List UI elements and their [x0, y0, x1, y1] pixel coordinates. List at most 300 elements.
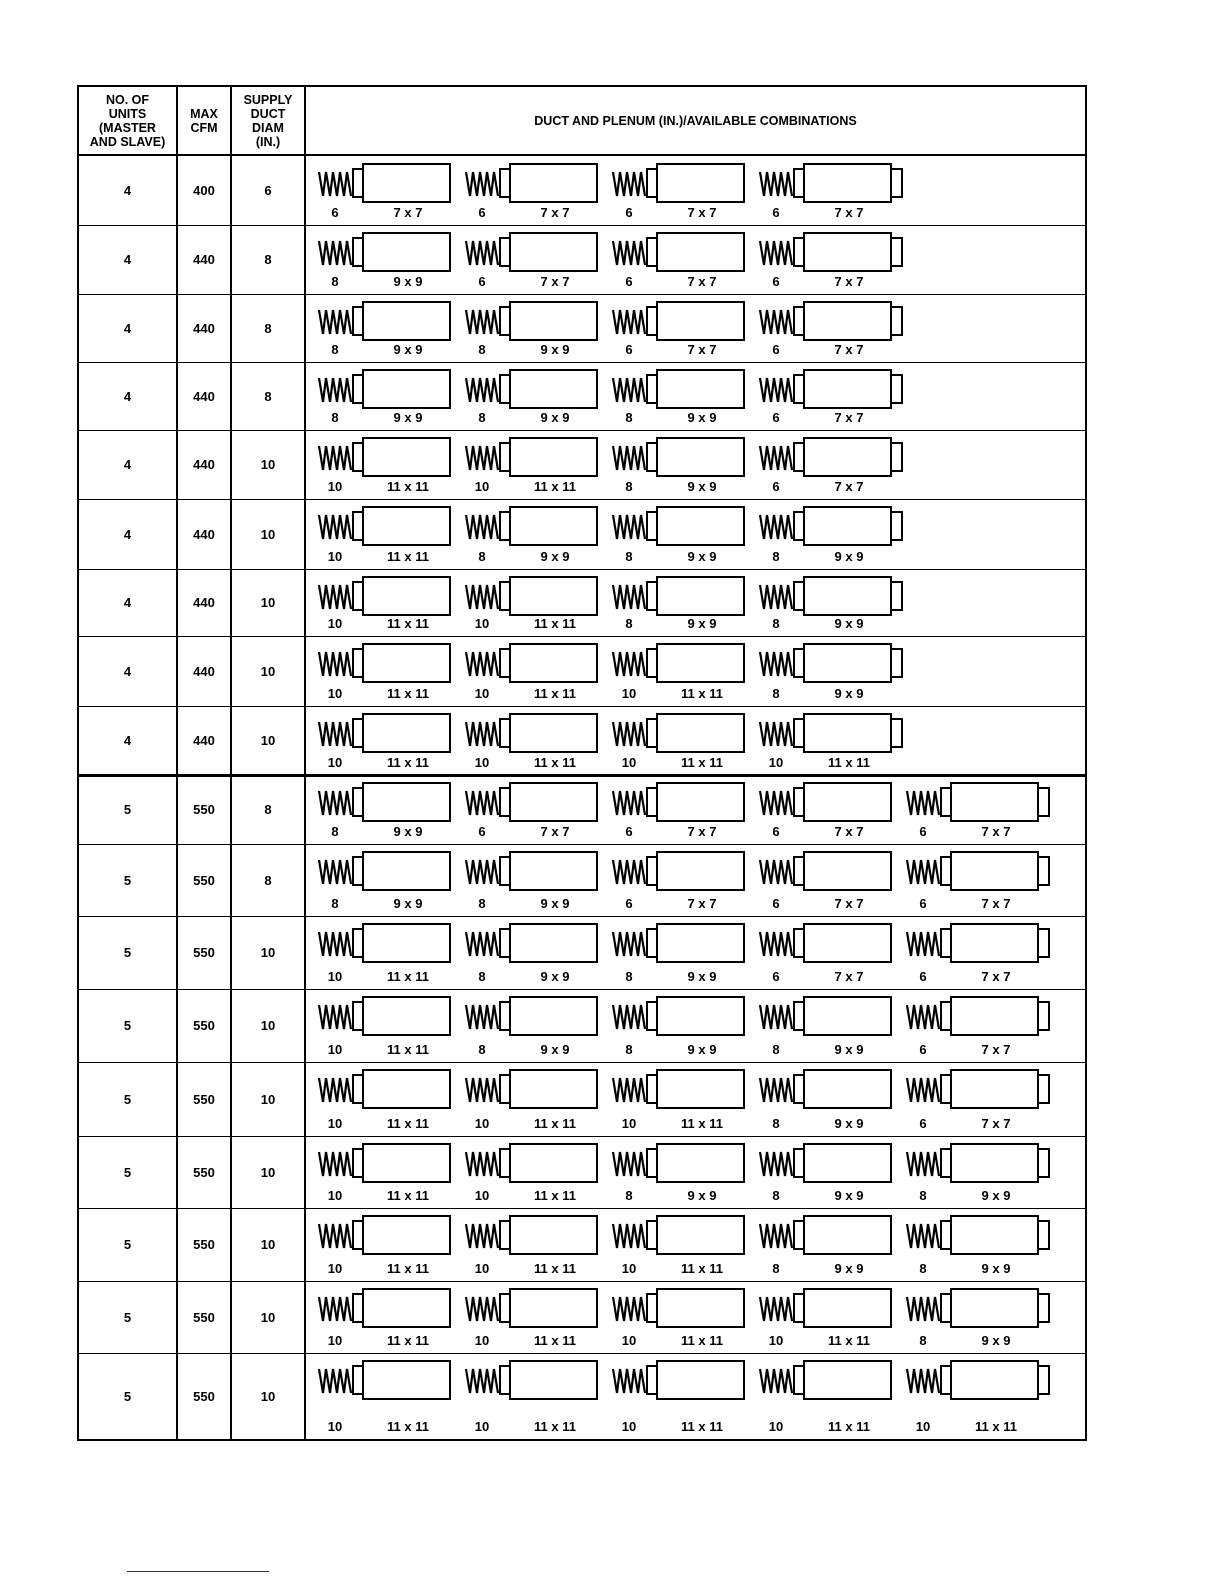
plenum-box-icon — [363, 644, 450, 682]
supply-diam-cell: 10 — [260, 1388, 276, 1404]
plenum-size-label: 11 x 11 — [828, 755, 870, 770]
duct-diameter-label: 8 — [772, 549, 780, 564]
flex-duct-icon — [613, 652, 645, 676]
supply-diam-cell: 10 — [260, 733, 276, 748]
plenum-size-label: 9 x 9 — [540, 1042, 570, 1057]
duct-plenum-unit — [319, 1289, 450, 1348]
max-cfm-cell: 550 — [193, 1018, 215, 1033]
supply-diam-cell: 8 — [264, 802, 272, 817]
duct-plenum-unit — [319, 164, 450, 220]
plenum-size-label: 11 x 11 — [534, 1116, 576, 1131]
plenum-size-label: 11 x 11 — [534, 1419, 576, 1434]
plenum-box-icon — [951, 1361, 1038, 1399]
duct-diameter-label: 10 — [327, 1333, 343, 1348]
combination-diagram — [79, 989, 1085, 1062]
plenum-box-icon — [951, 852, 1038, 890]
plenum-size-label: 9 x 9 — [540, 410, 570, 425]
plenum-size-label: 11 x 11 — [387, 549, 429, 564]
plenum-box-icon — [363, 714, 450, 752]
plenum-box-icon — [657, 577, 744, 615]
plenum-box-icon — [510, 233, 597, 271]
plenum-size-label: 9 x 9 — [834, 1042, 864, 1057]
plenum-size-label: 9 x 9 — [834, 1188, 864, 1203]
flex-duct-icon — [760, 378, 792, 402]
collar-icon — [941, 1075, 951, 1103]
duct-diameter-label: 8 — [331, 410, 339, 425]
duct-diameter-label: 8 — [478, 410, 486, 425]
plenum-size-label: 7 x 7 — [834, 205, 864, 220]
max-cfm-cell: 550 — [193, 945, 215, 960]
units-cell: 5 — [123, 1309, 132, 1325]
plenum-box-icon — [510, 1070, 597, 1108]
duct-plenum-unit — [613, 302, 744, 357]
duct-diameter-label: 10 — [621, 1261, 637, 1276]
plenum-box-icon — [363, 783, 450, 821]
collar-icon — [941, 1002, 951, 1030]
plenum-box-icon — [657, 370, 744, 408]
combination-diagram — [79, 569, 1085, 636]
end-collar-icon — [891, 238, 902, 266]
plenum-size-label: 7 x 7 — [834, 410, 864, 425]
duct-plenum-unit — [760, 997, 891, 1057]
collar-icon — [647, 512, 657, 540]
duct-plenum-unit — [760, 644, 902, 701]
flex-duct-icon — [319, 722, 351, 746]
plenum-size-label: 9 x 9 — [540, 896, 570, 911]
duct-plenum-unit — [613, 164, 744, 220]
collar-icon — [500, 929, 510, 957]
duct-plenum-unit — [613, 370, 744, 425]
collar-icon — [647, 1221, 657, 1249]
plenum-size-label: 11 x 11 — [534, 755, 576, 770]
plenum-box-icon — [804, 302, 891, 340]
combination-diagram — [79, 1062, 1085, 1136]
plenum-size-label: 7 x 7 — [393, 205, 423, 220]
flex-duct-icon — [613, 310, 645, 334]
duct-plenum-unit — [319, 924, 450, 984]
plenum-box-icon — [951, 924, 1038, 962]
duct-diameter-label: 10 — [327, 1188, 343, 1203]
collar-icon — [647, 857, 657, 885]
duct-diameter-label: 8 — [919, 1333, 927, 1348]
collar-icon — [500, 582, 510, 610]
duct-plenum-unit — [319, 370, 450, 425]
duct-diameter-label: 6 — [772, 824, 780, 839]
end-collar-icon — [891, 512, 902, 540]
end-collar-icon — [1038, 857, 1049, 885]
collar-icon — [353, 649, 363, 677]
plenum-size-label: 9 x 9 — [687, 1188, 717, 1203]
collar-icon — [794, 719, 804, 747]
duct-diameter-label: 8 — [331, 342, 339, 357]
flex-duct-icon — [466, 860, 498, 884]
collar-icon — [353, 857, 363, 885]
duct-diameter-label: 6 — [625, 824, 633, 839]
plenum-box-icon — [363, 924, 450, 962]
collar-icon — [353, 443, 363, 471]
collar-icon — [794, 375, 804, 403]
collar-icon — [353, 929, 363, 957]
duct-plenum-unit — [760, 577, 902, 631]
plenum-size-label: 9 x 9 — [834, 616, 864, 631]
collar-icon — [941, 788, 951, 816]
duct-plenum-unit — [613, 1216, 744, 1276]
flex-duct-icon — [466, 1297, 498, 1321]
collar-icon — [941, 929, 951, 957]
collar-icon — [941, 1294, 951, 1322]
collar-icon — [500, 857, 510, 885]
plenum-size-label: 11 x 11 — [534, 1333, 576, 1348]
end-collar-icon — [1038, 1221, 1049, 1249]
duct-plenum-unit — [319, 507, 450, 564]
plenum-box-icon — [510, 714, 597, 752]
plenum-box-icon — [657, 1070, 744, 1108]
duct-plenum-unit — [466, 1289, 597, 1348]
plenum-box-icon — [510, 1144, 597, 1182]
duct-diameter-label: 10 — [327, 549, 343, 564]
plenum-box-icon — [363, 997, 450, 1035]
collar-icon — [794, 857, 804, 885]
supply-diam-cell: 10 — [260, 1018, 276, 1033]
flex-duct-icon — [319, 241, 351, 265]
collar-icon — [500, 512, 510, 540]
duct-diameter-label: 6 — [625, 205, 633, 220]
duct-plenum-unit — [466, 507, 597, 564]
flex-duct-icon — [760, 860, 792, 884]
units-cell: 5 — [123, 1388, 132, 1404]
collar-icon — [353, 375, 363, 403]
plenum-box-icon — [510, 507, 597, 545]
duct-plenum-unit — [613, 714, 744, 770]
collar-icon — [500, 375, 510, 403]
flex-duct-icon — [907, 1152, 939, 1176]
flex-duct-icon — [319, 860, 351, 884]
plenum-size-label: 9 x 9 — [687, 616, 717, 631]
plenum-size-label: 7 x 7 — [687, 342, 717, 357]
flex-duct-icon — [907, 791, 939, 815]
duct-diameter-label: 6 — [772, 205, 780, 220]
plenum-box-icon — [804, 852, 891, 890]
plenum-box-icon — [510, 644, 597, 682]
collar-icon — [794, 649, 804, 677]
duct-diameter-label: 10 — [474, 755, 490, 770]
collar-icon — [500, 1366, 510, 1394]
max-cfm-cell: 550 — [193, 1164, 215, 1180]
duct-plenum-unit — [466, 370, 597, 425]
duct-plenum-unit — [466, 997, 597, 1057]
duct-diameter-label: 10 — [327, 1042, 343, 1057]
collar-icon — [647, 375, 657, 403]
duct-diameter-label: 6 — [478, 274, 486, 289]
duct-plenum-unit — [319, 852, 450, 911]
duct-plenum-unit — [907, 924, 1049, 984]
plenum-size-label: 11 x 11 — [681, 755, 723, 770]
duct-plenum-unit — [466, 714, 597, 770]
duct-plenum-unit — [907, 1216, 1049, 1276]
duct-plenum-unit — [466, 924, 597, 984]
collar-icon — [500, 1149, 510, 1177]
plenum-box-icon — [657, 1361, 744, 1399]
collar-icon — [941, 857, 951, 885]
plenum-box-icon — [657, 997, 744, 1035]
duct-diameter-label: 8 — [625, 969, 633, 984]
flex-duct-icon — [760, 1369, 792, 1393]
plenum-box-icon — [363, 507, 450, 545]
plenum-box-icon — [951, 783, 1038, 821]
flex-duct-icon — [466, 652, 498, 676]
flex-duct-icon — [466, 446, 498, 470]
duct-plenum-unit — [466, 1144, 597, 1203]
end-collar-icon — [891, 443, 902, 471]
plenum-size-label: 11 x 11 — [387, 1116, 429, 1131]
duct-diameter-label: 10 — [474, 1261, 490, 1276]
duct-diameter-label: 10 — [327, 1261, 343, 1276]
units-cell: 4 — [123, 595, 132, 610]
collar-icon — [794, 238, 804, 266]
flex-duct-icon — [907, 1369, 939, 1393]
flex-duct-icon — [466, 722, 498, 746]
duct-plenum-unit — [907, 852, 1049, 911]
end-collar-icon — [1038, 1075, 1049, 1103]
duct-diameter-label: 6 — [772, 342, 780, 357]
plenum-size-label: 11 x 11 — [387, 1261, 429, 1276]
flex-duct-icon — [319, 378, 351, 402]
duct-plenum-unit — [319, 438, 450, 494]
collar-icon — [794, 443, 804, 471]
plenum-box-icon — [363, 164, 450, 202]
flex-duct-icon — [760, 585, 792, 609]
supply-diam-cell: 10 — [260, 595, 276, 610]
duct-diameter-label: 6 — [478, 205, 486, 220]
plenum-box-icon — [951, 1144, 1038, 1182]
supply-diam-cell: 10 — [260, 663, 276, 679]
end-collar-icon — [1038, 1294, 1049, 1322]
duct-plenum-unit — [613, 438, 744, 494]
duct-plenum-unit — [613, 997, 744, 1057]
duct-diameter-label: 6 — [625, 342, 633, 357]
plenum-size-label: 11 x 11 — [534, 1188, 576, 1203]
plenum-size-label: 7 x 7 — [687, 824, 717, 839]
duct-diameter-label: 6 — [772, 274, 780, 289]
plenum-size-label: 9 x 9 — [981, 1188, 1011, 1203]
collar-icon — [647, 1075, 657, 1103]
header-max-cfm: MAX CFM — [190, 107, 218, 135]
plenum-size-label: 9 x 9 — [540, 969, 570, 984]
plenum-size-label: 11 x 11 — [387, 755, 429, 770]
duct-diameter-label: 10 — [474, 616, 490, 631]
duct-plenum-unit — [760, 302, 902, 357]
duct-plenum-unit — [613, 1144, 744, 1203]
end-collar-icon — [891, 169, 902, 197]
plenum-size-label: 11 x 11 — [975, 1419, 1017, 1434]
end-collar-icon — [891, 649, 902, 677]
flex-duct-icon — [907, 932, 939, 956]
plenum-size-label: 9 x 9 — [687, 1042, 717, 1057]
plenum-size-label: 11 x 11 — [681, 1419, 723, 1434]
duct-diameter-label: 8 — [625, 1042, 633, 1057]
flex-duct-icon — [613, 515, 645, 539]
header-combinations: DUCT AND PLENUM (IN.)/AVAILABLE COMBINATIONS — [534, 114, 857, 128]
max-cfm-cell: 440 — [193, 388, 215, 404]
plenum-size-label: 11 x 11 — [387, 1042, 429, 1057]
plenum-box-icon — [510, 852, 597, 890]
collar-icon — [794, 512, 804, 540]
collar-icon — [500, 719, 510, 747]
plenum-size-label: 9 x 9 — [981, 1333, 1011, 1348]
duct-plenum-unit — [466, 644, 597, 701]
plenum-size-label: 11 x 11 — [681, 1333, 723, 1348]
collar-icon — [647, 307, 657, 335]
plenum-size-label: 9 x 9 — [687, 479, 717, 494]
duct-diameter-label: 10 — [768, 755, 784, 770]
duct-diameter-label: 6 — [919, 896, 927, 911]
plenum-box-icon — [510, 924, 597, 962]
duct-plenum-unit — [760, 438, 902, 494]
flex-duct-icon — [613, 1369, 645, 1393]
duct-diameter-label: 8 — [331, 824, 339, 839]
duct-diameter-label: 10 — [621, 1333, 637, 1348]
flex-duct-icon — [466, 1369, 498, 1393]
flex-duct-icon — [319, 172, 351, 196]
plenum-box-icon — [657, 783, 744, 821]
flex-duct-icon — [466, 1152, 498, 1176]
duct-plenum-unit — [907, 1144, 1049, 1203]
plenum-size-label: 7 x 7 — [687, 205, 717, 220]
end-collar-icon — [1038, 1366, 1049, 1394]
duct-plenum-unit — [760, 1144, 891, 1203]
duct-diameter-label: 10 — [327, 1419, 343, 1434]
supply-diam-cell: 6 — [264, 183, 272, 198]
end-collar-icon — [891, 375, 902, 403]
duct-diameter-label: 8 — [625, 616, 633, 631]
plenum-size-label: 11 x 11 — [387, 686, 429, 701]
collar-icon — [353, 1002, 363, 1030]
plenum-box-icon — [510, 370, 597, 408]
plenum-box-icon — [363, 1289, 450, 1327]
duct-plenum-unit — [319, 1070, 450, 1131]
plenum-box-icon — [804, 1144, 891, 1182]
plenum-box-icon — [363, 302, 450, 340]
supply-diam-cell: 10 — [260, 1091, 276, 1107]
plenum-size-label: 11 x 11 — [534, 686, 576, 701]
combination-diagram — [79, 225, 1085, 294]
duct-plenum-unit — [613, 852, 744, 911]
plenum-box-icon — [657, 233, 744, 271]
plenum-box-icon — [363, 852, 450, 890]
duct-diameter-label: 6 — [919, 824, 927, 839]
duct-plenum-unit — [466, 438, 597, 494]
collar-icon — [353, 1149, 363, 1177]
duct-plenum-unit — [319, 783, 450, 839]
plenum-size-label: 9 x 9 — [981, 1261, 1011, 1276]
flex-duct-icon — [613, 378, 645, 402]
plenum-box-icon — [804, 507, 891, 545]
collar-icon — [794, 1002, 804, 1030]
duct-plenum-unit — [613, 783, 744, 839]
duct-diameter-label: 8 — [919, 1188, 927, 1203]
duct-plenum-unit — [613, 924, 744, 984]
footer-underline — [127, 1571, 269, 1572]
duct-plenum-unit — [613, 507, 744, 564]
duct-diameter-label: 10 — [474, 1188, 490, 1203]
collar-icon — [500, 307, 510, 335]
plenum-size-label: 7 x 7 — [834, 824, 864, 839]
duct-diameter-label: 10 — [768, 1333, 784, 1348]
flex-duct-icon — [319, 446, 351, 470]
duct-plenum-unit — [613, 1070, 744, 1131]
plenum-box-icon — [510, 1289, 597, 1327]
plenum-box-icon — [804, 1216, 891, 1254]
duct-plenum-unit — [466, 1361, 597, 1434]
plenum-box-icon — [804, 644, 891, 682]
max-cfm-cell: 550 — [193, 1091, 215, 1107]
max-cfm-cell: 440 — [193, 733, 215, 748]
max-cfm-cell: 440 — [193, 663, 215, 679]
units-cell: 4 — [123, 526, 132, 542]
plenum-box-icon — [951, 997, 1038, 1035]
duct-plenum-unit — [319, 302, 450, 357]
plenum-size-label: 7 x 7 — [540, 274, 570, 289]
flex-duct-icon — [760, 932, 792, 956]
plenum-box-icon — [657, 438, 744, 476]
plenum-size-label: 7 x 7 — [834, 896, 864, 911]
duct-diameter-label: 6 — [772, 479, 780, 494]
max-cfm-cell: 440 — [193, 320, 215, 336]
flex-duct-icon — [613, 446, 645, 470]
duct-plenum-unit — [760, 1289, 891, 1348]
duct-diameter-label: 10 — [915, 1419, 931, 1434]
duct-combinations-table — [77, 85, 1087, 1441]
plenum-size-label: 7 x 7 — [981, 824, 1011, 839]
combination-diagram — [79, 1208, 1085, 1281]
flex-duct-icon — [760, 310, 792, 334]
flex-duct-icon — [760, 172, 792, 196]
end-collar-icon — [1038, 1149, 1049, 1177]
duct-diameter-label: 10 — [621, 1419, 637, 1434]
duct-diameter-label: 10 — [768, 1419, 784, 1434]
plenum-size-label: 7 x 7 — [981, 1042, 1011, 1057]
flex-duct-icon — [319, 932, 351, 956]
duct-diameter-label: 8 — [478, 342, 486, 357]
end-collar-icon — [891, 307, 902, 335]
plenum-size-label: 11 x 11 — [387, 479, 429, 494]
duct-plenum-unit — [907, 1070, 1049, 1131]
duct-plenum-unit — [466, 783, 597, 839]
end-collar-icon — [891, 582, 902, 610]
plenum-size-label: 7 x 7 — [540, 205, 570, 220]
plenum-size-label: 9 x 9 — [393, 824, 423, 839]
plenum-size-label: 11 x 11 — [828, 1419, 870, 1434]
plenum-box-icon — [804, 164, 891, 202]
duct-plenum-unit — [613, 644, 744, 701]
flex-duct-icon — [466, 378, 498, 402]
collar-icon — [647, 788, 657, 816]
collar-icon — [500, 169, 510, 197]
flex-duct-icon — [466, 172, 498, 196]
duct-diameter-label: 6 — [772, 969, 780, 984]
plenum-size-label: 11 x 11 — [534, 479, 576, 494]
plenum-box-icon — [951, 1289, 1038, 1327]
flex-duct-icon — [907, 1078, 939, 1102]
collar-icon — [794, 582, 804, 610]
plenum-box-icon — [804, 577, 891, 615]
supply-diam-cell: 8 — [264, 320, 272, 336]
collar-icon — [794, 929, 804, 957]
max-cfm-cell: 550 — [193, 1237, 215, 1252]
plenum-box-icon — [657, 507, 744, 545]
collar-icon — [353, 582, 363, 610]
plenum-box-icon — [804, 714, 891, 752]
